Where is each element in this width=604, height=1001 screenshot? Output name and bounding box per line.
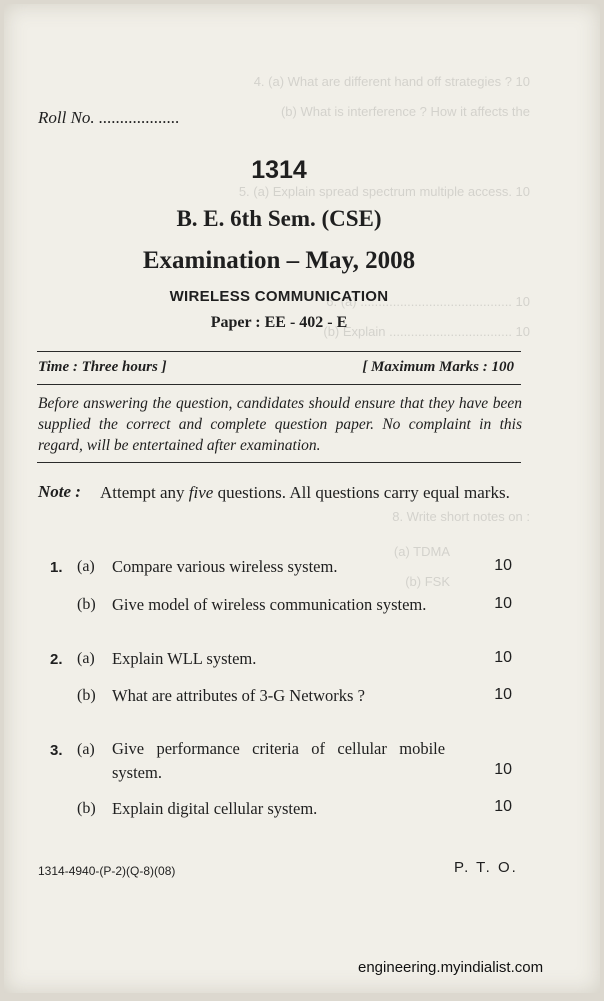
bleed-through: 5. (a) Explain spread spectrum multiple access. 10	[238, 184, 530, 199]
bleed-through: (a) TDMA	[393, 544, 450, 559]
divider	[37, 351, 521, 352]
question-part: (b)	[77, 800, 96, 817]
question-marks: 10	[494, 686, 512, 703]
bleed-through: 4. (a) What are different hand off strategies ? 10	[253, 74, 530, 89]
question-marks: 10	[494, 761, 512, 778]
exam-paper-page	[4, 4, 600, 993]
question-text: Explain WLL system.	[112, 649, 257, 668]
instructions: Before answering the question, candidates should ensure that they have been supplied the correct and complete question paper. No complaint in this regard, will be entertained after examination.	[38, 395, 522, 454]
subject-title: WIRELESS COMMUNICATION	[169, 288, 389, 305]
bleed-through: 8. Write short notes on :	[392, 509, 530, 524]
question-text: system.	[112, 763, 162, 782]
question-number: 2.	[50, 651, 63, 668]
divider	[37, 462, 521, 463]
question-text: Explain digital cellular system.	[112, 799, 318, 818]
question-number: 3.	[50, 742, 63, 759]
bleed-through: (b) What is interference ? How it affects the	[280, 104, 530, 119]
question-text: Give model of wireless communication system.	[112, 595, 427, 614]
divider	[37, 384, 521, 385]
semester-title: B. E. 6th Sem. (CSE)	[176, 206, 382, 231]
roll-number: Roll No. ...................	[38, 108, 180, 127]
question-part: (b)	[77, 596, 96, 613]
question-number: 1.	[50, 559, 63, 576]
watermark: engineering.myindialist.com	[358, 959, 544, 976]
maximum-marks: [ Maximum Marks : 100	[362, 359, 514, 375]
footer-print-code: 1314-4940-(P-2)(Q-8)(08)	[38, 864, 176, 878]
question-part: (a)	[77, 558, 95, 575]
paper-number: Paper : EE - 402 - E	[210, 314, 348, 331]
question-text: Give performance criteria of cellular mobile	[112, 739, 446, 758]
question-part: (a)	[77, 650, 95, 667]
question-text: What are attributes of 3-G Networks ?	[112, 686, 365, 705]
note-text: Attempt any five questions. All questions carry equal marks.	[100, 483, 510, 502]
paper-code: 1314	[251, 156, 307, 184]
note-label: Note :	[38, 482, 81, 501]
question-text: Compare various wireless system.	[112, 557, 338, 576]
question-marks: 10	[494, 557, 512, 574]
bleed-through: (b) Explain .................................. 10	[323, 324, 530, 339]
question-marks: 10	[494, 595, 512, 612]
question-marks: 10	[494, 798, 512, 815]
question-part: (a)	[77, 741, 95, 758]
bleed-through: (b) FSK	[405, 574, 450, 589]
question-part: (b)	[77, 687, 96, 704]
question-marks: 10	[494, 649, 512, 666]
time-allowed: Time : Three hours ]	[38, 359, 167, 375]
please-turn-over: P. T. O.	[454, 859, 518, 876]
bleed-through: 6. (a) .......................................... 10	[326, 294, 530, 309]
exam-title: Examination – May, 2008	[142, 247, 416, 274]
